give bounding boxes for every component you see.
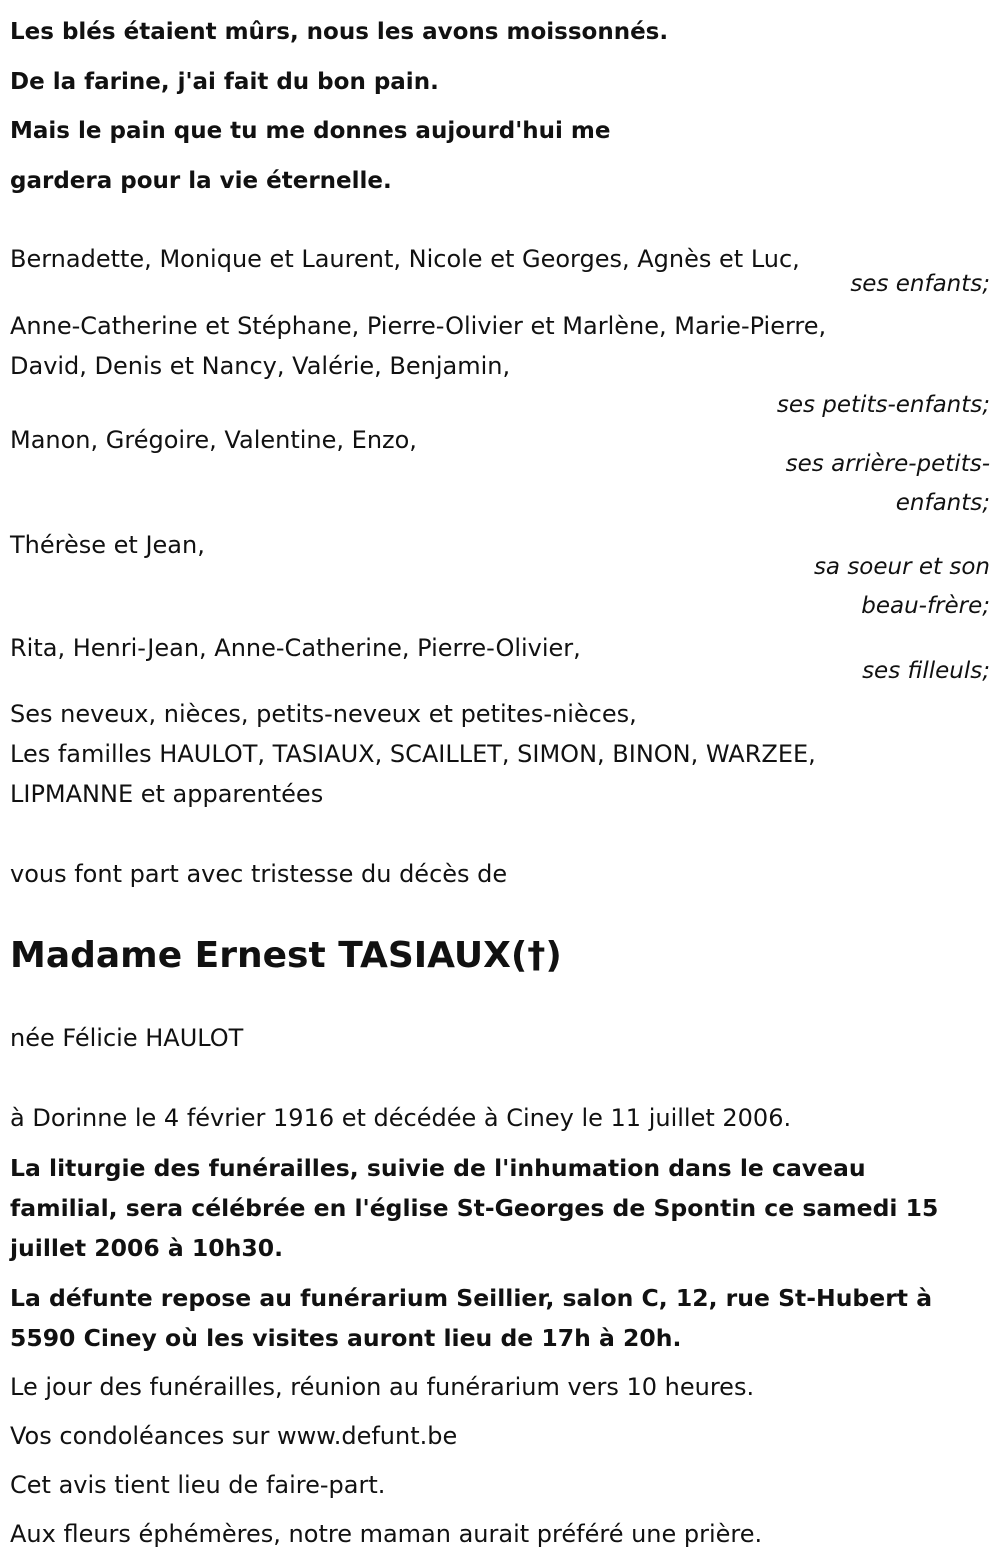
funeral-details-line: juillet 2006 à 10h30. <box>10 1234 283 1262</box>
extended-family <box>10 694 990 814</box>
grandchildren-names-line: Anne-Catherine et Stéphane, Pierre-Olivier et Marlène, Marie-Pierre, <box>10 312 827 340</box>
poem <box>10 0 990 206</box>
deceased-name: Madame Ernest TASIAUX(†) <box>10 935 562 976</box>
grandchildren-names <box>10 306 990 386</box>
family-list <box>10 239 990 814</box>
notice-info: Cet avis tient lieu de faire-part. <box>10 1471 386 1499</box>
poem-line: De la farine, j'ai fait du bon pain. <box>10 68 439 95</box>
poem-line: gardera pour la vie éternelle. <box>10 167 392 194</box>
children-role: ses enfants; <box>850 271 990 297</box>
grandchildren-role: ses petits-enfants; <box>776 392 990 418</box>
grandchildren-names-line: David, Denis et Nancy, Valérie, Benjamin, <box>10 352 511 380</box>
repose-details <box>10 1278 990 1358</box>
funeral-details-line: La liturgie des funérailles, suivie de l'inhumation dans le caveau <box>10 1154 866 1182</box>
extended-family-line: Ses neveux, nièces, petits-neveux et petites-nièces, <box>10 700 637 728</box>
sister-role-line: sa soeur et son <box>813 554 990 580</box>
extended-family-line: LIPMANNE et apparentées <box>10 780 324 808</box>
flowers-info: Aux fleurs éphémères, notre maman aurait préféré une prière. <box>10 1520 763 1548</box>
poem-line: Mais le pain que tu me donnes aujourd'hui me <box>10 118 611 144</box>
sister-role-line: beau-frère; <box>861 593 990 619</box>
godchildren-names: Rita, Henri-Jean, Anne-Catherine, Pierre-Olivier, <box>10 634 581 662</box>
announcement-line: vous font part avec tristesse du décès de <box>10 860 508 888</box>
condolences-info: Vos condoléances sur www.defunt.be <box>10 1422 458 1450</box>
extended-family-line: Les familles HAULOT, TASIAUX, SCAILLET, SIMON, BINON, WARZEE, <box>10 740 816 768</box>
repose-details-line: La défunte repose au funérarium Seillier, salon C, 12, rue St-Hubert à <box>10 1284 933 1312</box>
funeral-details <box>10 1148 990 1268</box>
birth-death-dates: à Dorinne le 4 février 1916 et décédée à Ciney le 11 juillet 2006. <box>10 1104 792 1132</box>
poem-line: Les blés étaient mûrs, nous les avons moissonnés. <box>10 19 669 45</box>
birth-name: née Félicie HAULOT <box>10 1024 244 1052</box>
godchildren-role: ses filleuls; <box>862 658 990 684</box>
great-grandchildren-role-line: enfants; <box>895 490 990 516</box>
children-names: Bernadette, Monique et Laurent, Nicole et Georges, Agnès et Luc, <box>10 245 800 273</box>
sister-names: Thérèse et Jean, <box>10 531 205 559</box>
repose-details-line: 5590 Ciney où les visites auront lieu de 17h à 20h. <box>10 1324 682 1352</box>
funeral-details-line: familial, sera célébrée en l'église St-Georges de Spontin ce samedi 15 <box>10 1194 939 1222</box>
great-grandchildren-names: Manon, Grégoire, Valentine, Enzo, <box>10 426 417 454</box>
funeral-day-info: Le jour des funérailles, réunion au funérarium vers 10 heures. <box>10 1373 755 1401</box>
great-grandchildren-role-line: ses arrière-petits- <box>785 451 990 477</box>
